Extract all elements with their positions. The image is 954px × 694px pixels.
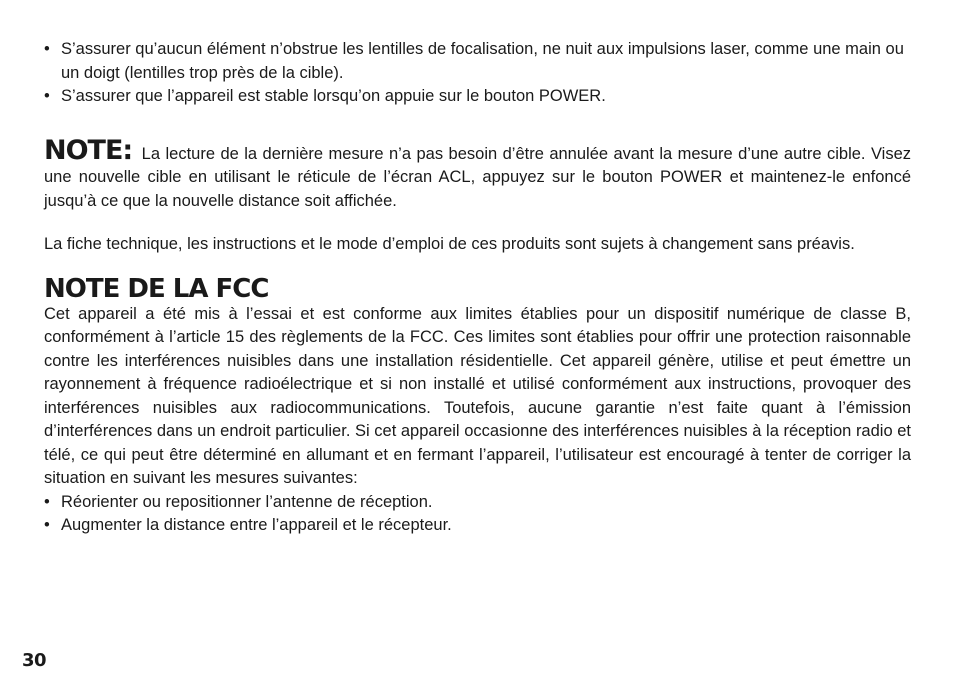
bullet-item [44, 491, 911, 515]
bullet-dot: • [44, 492, 50, 511]
disclaimer-paragraph: La fiche technique, les instructions et le mode d’emploi de ces produits sont sujets à changement sans préavis. [44, 235, 855, 253]
manual-page [44, 38, 911, 538]
bullet-item [44, 514, 911, 538]
bullet-text: Augmenter la distance entre l’appareil et le récepteur. [61, 516, 452, 534]
note-label: NOTE: [44, 134, 133, 166]
bullet-text: Réorienter ou repositionner l’antenne de réception. [61, 492, 433, 511]
bullet-dot: • [44, 40, 50, 58]
fcc-heading: NOTE DE LA FCC [44, 273, 269, 304]
bullet-text: S’assurer qu’aucun élément n’obstrue les lentilles de focalisation, ne nuit aux impulsions laser, comme une main ou un doigt (lentilles trop près de la cible). [61, 40, 904, 82]
note-text: La lecture de la dernière mesure n’a pas besoin d’être annulée avant la mesure d’une autre cible. Visez une nouvelle cible en utilisant le réticule de l’écran ACL, appuyez sur le bouton POWER et maintenez-le enfoncé jusqu’à ce que la nouvelle distance soit affichée. [44, 144, 911, 210]
bullet-text: S’assurer que l’appareil est stable lorsqu’on appuie sur le bouton POWER. [61, 87, 606, 105]
bullet-item [44, 38, 911, 85]
fcc-paragraph: Cet appareil a été mis à l’essai et est conforme aux limites établies pour un dispositif numérique de classe B, conformément à l’article 15 des règlements de la FCC. Ces limites sont établies pour offrir une protection raisonnable contre les interférences nuisibles dans une installation résidentielle. Cet appareil génère, utilise et peut émettre un rayonnement à fréquence radioélectrique et si non installé et utilisé conformément aux instructions, provoquer des interférences nuisibles aux radiocommunications. Toutefois, aucune garantie n’est faite quant à l’émission d’interférences dans un endroit particulier. Si cet appareil occasionne des interférences nuisibles à la réception radio et télé, ce qui peut être déterminé en allumant et en fermant l’appareil, l’utilisateur est encouragé à tenter de corriger la situation en suivant les mesures suivantes: [44, 304, 911, 487]
bullet-item [44, 85, 911, 109]
page-number: 30 [22, 650, 47, 671]
note-paragraph [44, 134, 911, 214]
bullet-dot: • [44, 87, 50, 105]
bullet-dot: • [44, 516, 50, 534]
